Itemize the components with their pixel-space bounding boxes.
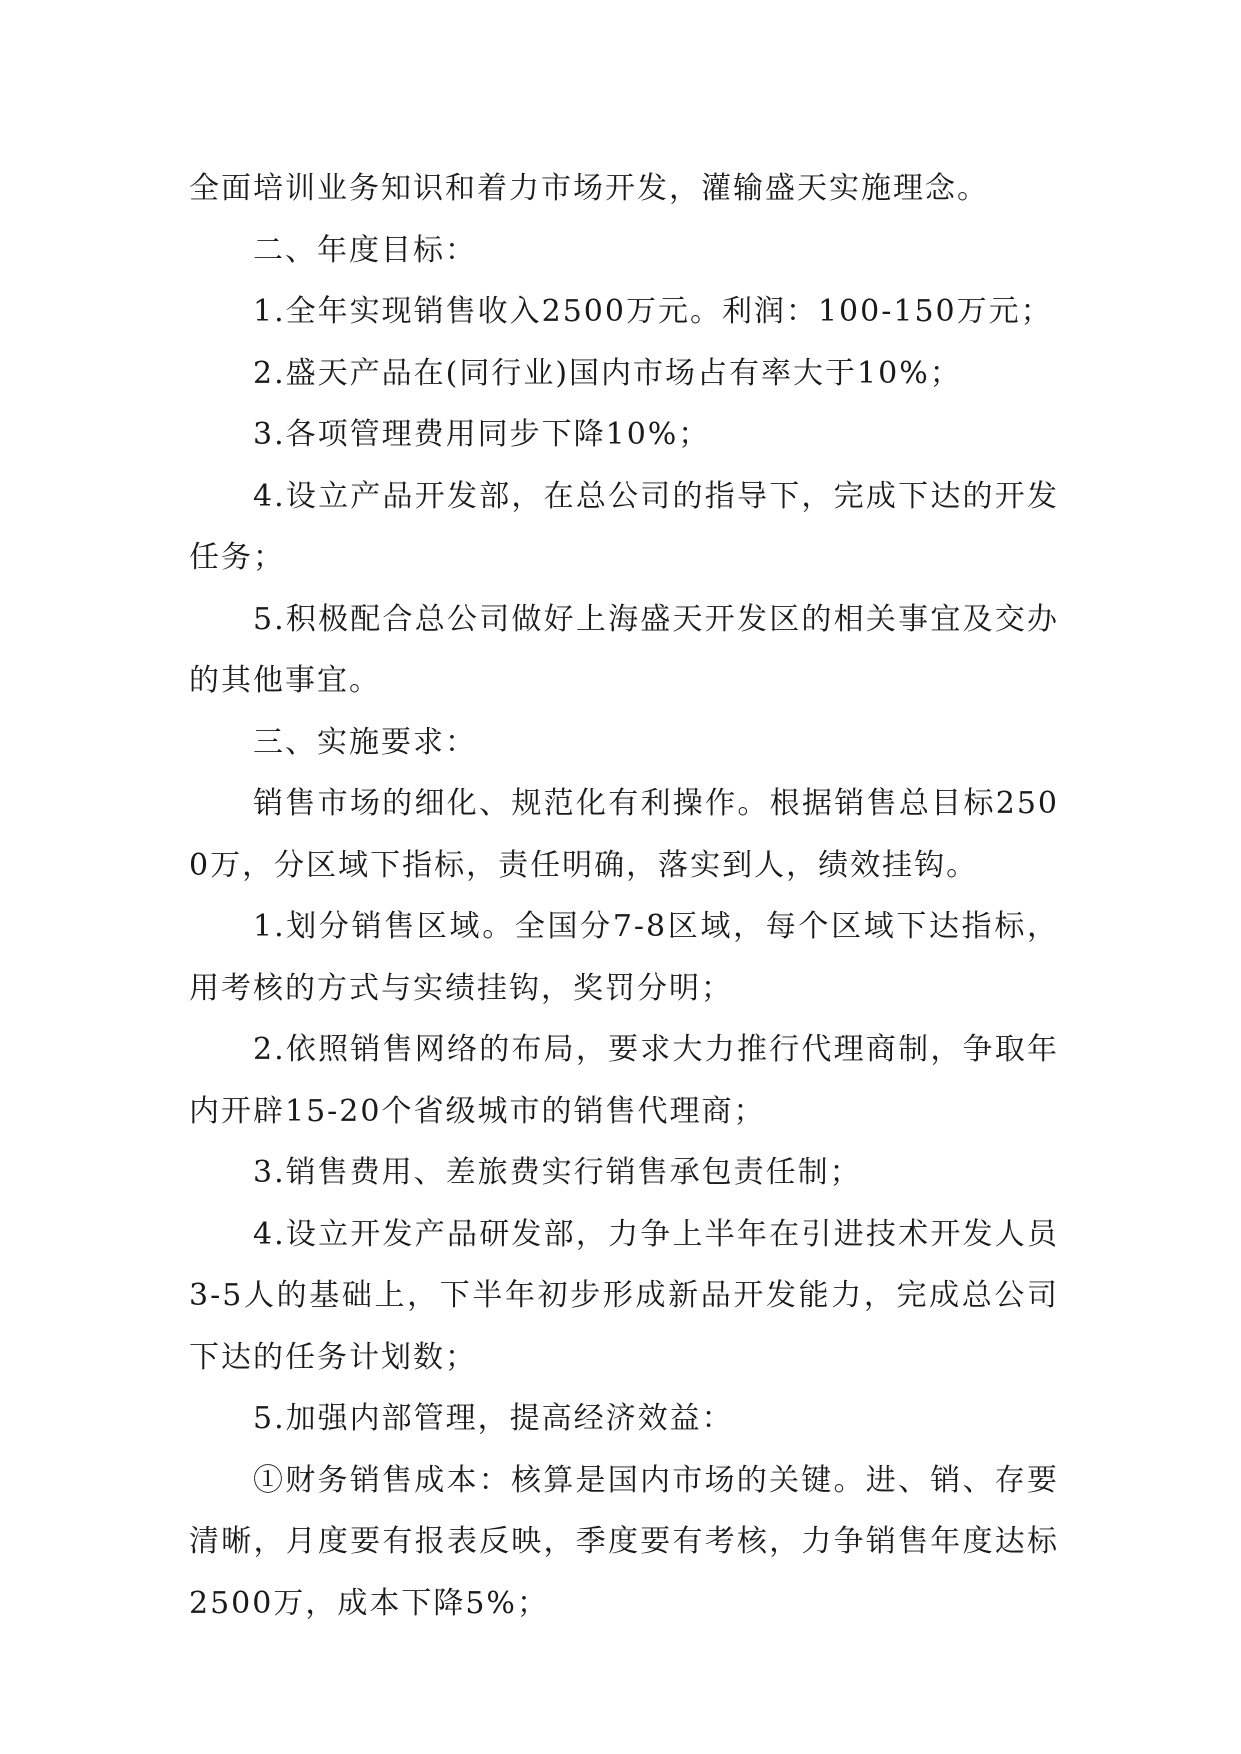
section-heading-annual-goals: 二、年度目标： bbox=[253, 232, 477, 268]
goal-item-3: 3.各项管理费用同步下降10%； bbox=[253, 417, 711, 452]
requirement-subitem-1: ①财务销售成本：核算是国内市场的关键。进、销、存要清晰，月度要有报表反映，季度要有考核，力争销售年度达标2500万，成本下降5%； bbox=[189, 1462, 1059, 1621]
section-heading-implementation: 三、实施要求： bbox=[253, 724, 477, 760]
requirement-item-4: 4.设立开发产品研发部，力争上半年在引进技术开发人员3-5人的基础上，下半年初步形成新品开发能力，完成总公司下达的任务计划数； bbox=[189, 1216, 1059, 1375]
requirement-item-3: 3.销售费用、差旅费实行销售承包责任制； bbox=[253, 1155, 862, 1190]
goal-item-5: 5.积极配合总公司做好上海盛天开发区的相关事宜及交办的其他事宜。 bbox=[189, 601, 1059, 698]
requirement-item-1: 1.划分销售区域。全国分7-8区域，每个区域下达指标，用考核的方式与实绩挂钩，奖罚分明； bbox=[189, 909, 1059, 1006]
implementation-intro: 销售市场的细化、规范化有利操作。根据销售总目标2500万，分区域下指标，责任明确，落实到人，绩效挂钩。 bbox=[189, 786, 1059, 883]
goal-item-2: 2.盛天产品在(同行业)国内市场占有率大于10%； bbox=[253, 355, 962, 391]
paragraph-intro-continuation: 全面培训业务知识和着力市场开发，灌输盛天实施理念。 bbox=[189, 171, 989, 206]
document-body bbox=[189, 158, 1059, 1634]
goal-item-4: 4.设立产品开发部，在总公司的指导下，完成下达的开发任务； bbox=[189, 478, 1059, 575]
requirement-item-2: 2.依照销售网络的布局，要求大力推行代理商制，争取年内开辟15-20个省级城市的销售代理商； bbox=[189, 1032, 1059, 1129]
goal-item-1: 1.全年实现销售收入2500万元。利润：100-150万元； bbox=[253, 294, 1053, 329]
requirement-item-5: 5.加强内部管理，提高经济效益： bbox=[253, 1401, 734, 1436]
